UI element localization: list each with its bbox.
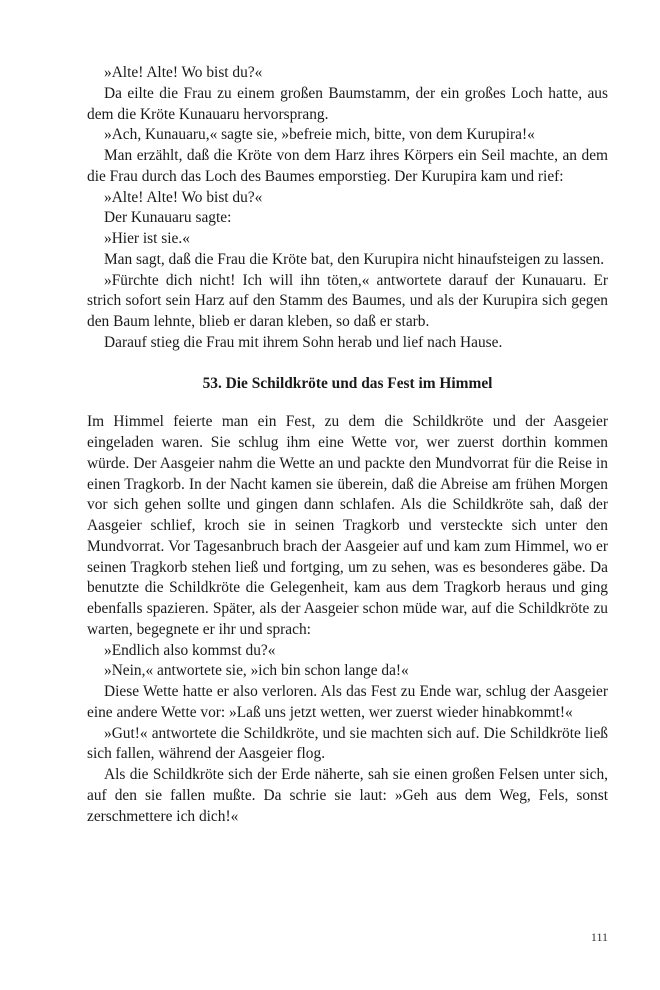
paragraph: Als die Schildkröte sich der Erde näherte, sah sie einen großen Felsen unter sich, auf den sie fallen mußte. Da schrie sie laut: »Geh aus dem Weg, Fels, sonst zerschmettere ich dich!« — [87, 766, 608, 825]
paragraph: »Hier ist sie.« — [104, 230, 190, 247]
page-body — [87, 63, 608, 827]
paragraph: »Endlich also kommst du?« — [104, 641, 276, 659]
paragraph: »Alte! Alte! Wo bist du?« — [104, 188, 263, 206]
section-heading: 53. Die Schildkröte und das Fest im Himmel — [202, 374, 493, 392]
paragraph: Da eilte die Frau zu einem großen Baumstamm, der ein großes Loch hatte, aus dem die Kröte Kunauaru hervorsprang. — [87, 84, 608, 123]
paragraph: Diese Wette hatte er also verloren. Als das Fest zu Ende war, schlug der Aasgeier eine andere Wette vor: »Laß uns jetzt wetten, wer zuerst wieder hinabkommt!« — [87, 683, 608, 721]
paragraph: »Fürchte dich nicht! Ich will ihn töten,« antwortete darauf der Kunauaru. Er strich sofort sein Harz auf den Stamm des Baumes, und als der Kurupira sich gegen den Baum lehnte, blieb er daran kleben, so daß er starb. — [87, 271, 608, 330]
paragraph: Der Kunauaru sagte: — [104, 209, 232, 227]
paragraph: Darauf stieg die Frau mit ihrem Sohn herab und lief nach Hause. — [104, 333, 503, 351]
paragraph: »Gut!« antwortete die Schildkröte, und sie machten sich auf. Die Schildkröte ließ sich fallen, während der Aasgeier flog. — [87, 724, 608, 763]
paragraph: Man erzählt, daß die Kröte von dem Harz ihres Körpers ein Seil machte, an dem die Frau durch das Loch des Baumes emporstieg. Der Kurupira kam und rief: — [87, 147, 608, 185]
paragraph: Man sagt, daß die Frau die Kröte bat, den Kurupira nicht hinaufsteigen zu lassen. — [104, 250, 605, 268]
paragraph: »Nein,« antwortete sie, »ich bin schon lange da!« — [104, 662, 409, 680]
paragraph: »Alte! Alte! Wo bist du?« — [104, 64, 263, 81]
paragraph: »Ach, Kunauaru,« sagte sie, »befreie mich, bitte, von dem Kurupira!« — [104, 126, 535, 144]
paragraph: Im Himmel feierte man ein Fest, zu dem die Schildkröte und der Aasgeier eingeladen waren. Sie schlug ihm eine Wette vor, wer zuerst dorthin kommen würde. Der Aasgeier nahm die Wette an und packte den Mundvorrat für die Reise in einen Tragkorb. In der Nacht kamen sie überein, daß die Abreise am frühen Morgen vor sich gehen sollte und gingen dann schlafen. Als die Schildkröte sah, daß der Aasgeier schlief, kroch sie in seinen Tragkorb und versteckte sich unter den Mundvorrat. Vor Tagesanbruch brach der Aasgeier auf und kam zum Himmel, wo er seinen Tragkorb stehen ließ und fortging, um zu sehen, was es besonderes gäbe. Da benutzte die Schildkröte die Gelegenheit, kam aus dem Tragkorb heraus und ging ebenfalls spazieren. Später, als der Aasgeier schon müde war, auf die Schildkröte zu warten, begegnete er ihr und sprach: — [87, 413, 608, 638]
page-number: 111 — [590, 930, 608, 944]
